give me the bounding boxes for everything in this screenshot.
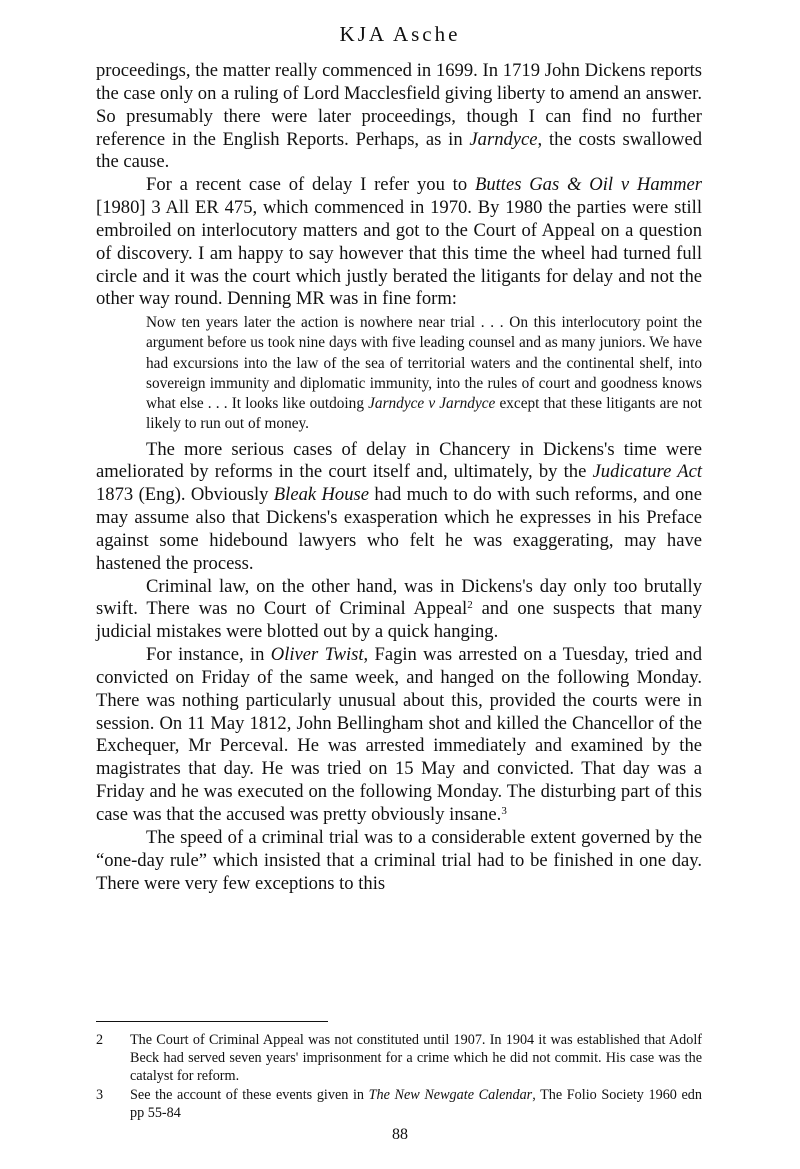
footnotes bbox=[96, 1031, 702, 1123]
paragraph-6: The speed of a criminal trial was to a considerable extent governed by the “one-day rule” which insisted that a criminal trial had to be finished in one day. There were very few exceptions to this bbox=[96, 826, 702, 894]
footnote-divider bbox=[96, 1021, 328, 1022]
running-header: KJA Asche bbox=[339, 22, 461, 46]
footnote-number: 2 bbox=[96, 1032, 104, 1048]
paragraph-2: For a recent case of delay I refer you to Buttes Gas & Oil v Hammer [1980] 3 All ER 475, which commenced in 1970. By 1980 the parties were still embroiled on interlocutory matters and got to the Court of Appeal on a question of discovery. I am happy to say however that this time the wheel had turned full circle and it was the court which justly berated the litigants for delay and not the other way round. Denning MR was in fine form: bbox=[96, 174, 702, 310]
footnote-number: 3 bbox=[96, 1087, 104, 1103]
paragraph-4: Criminal law, on the other hand, was in Dickens's day only too brutally swift. There was no Court of Criminal Appeal$^2$ and one suspects that many judicial mistakes were blotted out by a quick hanging. bbox=[96, 575, 703, 643]
paragraph-5: For instance, in Oliver Twist, Fagin was arrested on a Tuesday, tried and convicted on Friday of the same week, and hanged on the following Monday. There was nothing particularly unusual about this, provided the courts were in session. On 11 May 1812, John Bellingham shot and killed the Chancellor of the Exchequer, Mr Perceval. He was arrested immediately and examined by the magistrates that day. He was tried on 15 May and convicted. That day was a Friday and he was executed on the following Monday. The disturbing part of this case was that the accused was pretty obviously insane.$^3$ bbox=[96, 644, 702, 825]
footnote-text: See the account of these events given in The New Newgate Calendar, The Folio Society 1960 edn pp 55-84 bbox=[130, 1087, 702, 1121]
paragraph-1: proceedings, the matter really commenced in 1699. In 1719 John Dickens reports the case only on a ruling of Lord Macclesfield giving liberty to amend an answer. So presumably there were later proceedings, though I can find no further reference in the English Reports. Perhaps, as in Jarndyce, the costs swallowed the cause. bbox=[96, 60, 702, 173]
footnote-text: The Court of Criminal Appeal was not constituted until 1907. In 1904 it was established that Adolf Beck had served seven years' imprisonment for a crime which he did not commit. His case was the catalyst for reform. bbox=[130, 1032, 702, 1084]
main-text bbox=[96, 60, 702, 895]
paragraph-3: The more serious cases of delay in Chancery in Dickens's time were ameliorated by reforms in the court itself and, ultimately, by the Judicature Act 1873 (Eng). Obviously Bleak House had much to do with such reforms, and one may assume also that Dickens's exasperation which he expresses in his Preface against some hidebound lawyers who felt he was exaggerating, may have hastened the process. bbox=[96, 438, 702, 574]
block-quote: Now ten years later the action is nowhere near trial . . . On this interlocutory point the argument before us took nine days with five leading counsel and as many juniors. We have had excursions into the law of the sea of territorial waters and the continental shelf, into sovereign immunity and diplomatic immunity, into the rules of court and goodness knows what else . . . It looks like outdoing Jarndyce v Jarndyce except that these litigants are not likely to run out of money. bbox=[146, 314, 702, 433]
footnote-ref-2[interactable]: 2 bbox=[467, 599, 473, 612]
footnote-ref-3[interactable]: 3 bbox=[501, 805, 507, 817]
footnote-3 bbox=[96, 1086, 702, 1122]
footnote-2 bbox=[96, 1031, 702, 1085]
page-number: 88 bbox=[392, 1126, 408, 1143]
